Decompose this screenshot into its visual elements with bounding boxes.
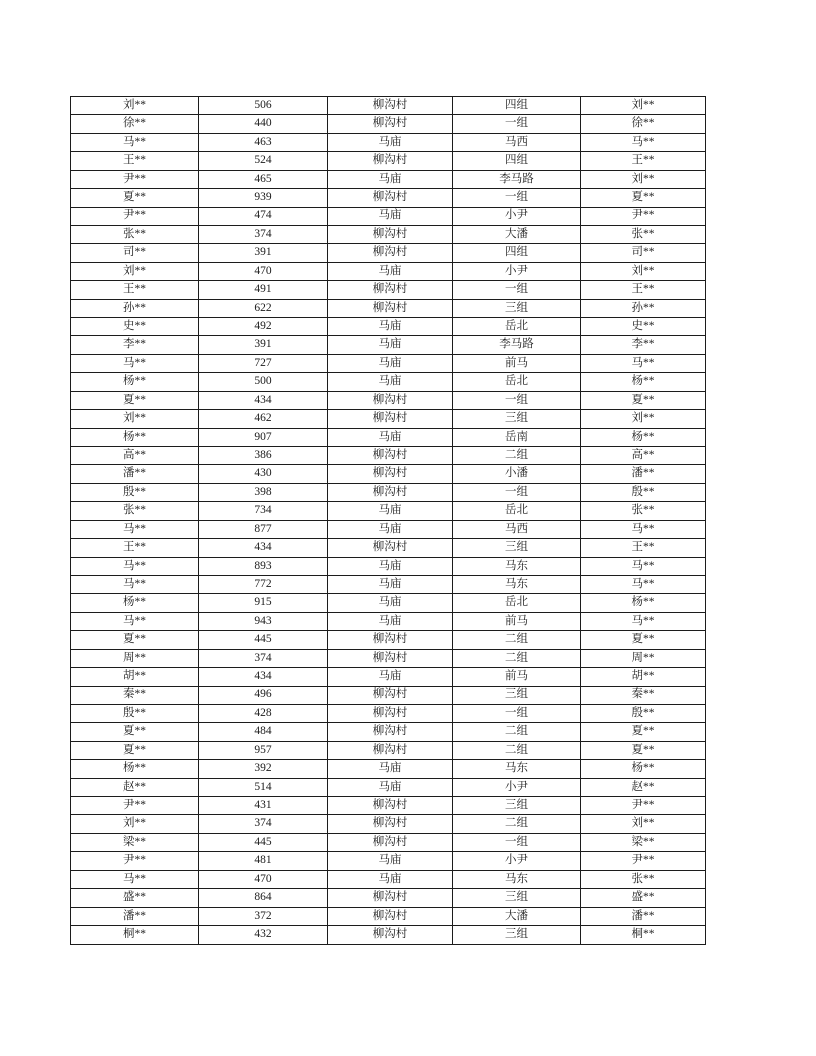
cell-village: 柳沟村 bbox=[328, 225, 453, 243]
table-row bbox=[71, 115, 706, 133]
table-row bbox=[71, 299, 706, 317]
cell-masked-name: 殷** bbox=[71, 704, 199, 722]
cell-masked-name-2: 司** bbox=[581, 244, 706, 262]
table-row bbox=[71, 704, 706, 722]
cell-masked-name-2: 尹** bbox=[581, 852, 706, 870]
cell-group: 大潘 bbox=[453, 907, 581, 925]
table-row bbox=[71, 428, 706, 446]
cell-number: 462 bbox=[199, 410, 328, 428]
cell-number: 434 bbox=[199, 668, 328, 686]
cell-number: 391 bbox=[199, 244, 328, 262]
cell-village: 柳沟村 bbox=[328, 686, 453, 704]
cell-group: 二组 bbox=[453, 741, 581, 759]
table-row bbox=[71, 483, 706, 501]
table-row bbox=[71, 465, 706, 483]
cell-masked-name: 刘** bbox=[71, 97, 199, 115]
cell-village: 柳沟村 bbox=[328, 97, 453, 115]
cell-village: 马庙 bbox=[328, 778, 453, 796]
cell-group: 李马路 bbox=[453, 170, 581, 188]
cell-number: 374 bbox=[199, 649, 328, 667]
cell-masked-name: 马** bbox=[71, 870, 199, 888]
table-row bbox=[71, 741, 706, 759]
cell-masked-name-2: 桐** bbox=[581, 925, 706, 944]
table-row bbox=[71, 354, 706, 372]
cell-masked-name: 胡** bbox=[71, 668, 199, 686]
cell-masked-name-2: 夏** bbox=[581, 631, 706, 649]
cell-group: 前马 bbox=[453, 354, 581, 372]
cell-village: 柳沟村 bbox=[328, 152, 453, 170]
table-row bbox=[71, 281, 706, 299]
cell-masked-name-2: 李** bbox=[581, 336, 706, 354]
cell-masked-name-2: 马** bbox=[581, 612, 706, 630]
table-row bbox=[71, 760, 706, 778]
cell-group: 岳北 bbox=[453, 594, 581, 612]
cell-number: 430 bbox=[199, 465, 328, 483]
records-table-body bbox=[71, 97, 706, 945]
cell-group: 一组 bbox=[453, 391, 581, 409]
cell-village: 柳沟村 bbox=[328, 723, 453, 741]
cell-masked-name-2: 马** bbox=[581, 133, 706, 151]
table-row bbox=[71, 539, 706, 557]
cell-number: 864 bbox=[199, 889, 328, 907]
cell-masked-name: 夏** bbox=[71, 631, 199, 649]
cell-group: 二组 bbox=[453, 447, 581, 465]
cell-masked-name: 殷** bbox=[71, 483, 199, 501]
cell-masked-name-2: 王** bbox=[581, 281, 706, 299]
table-row bbox=[71, 373, 706, 391]
cell-village: 马庙 bbox=[328, 207, 453, 225]
table-row bbox=[71, 133, 706, 151]
cell-masked-name: 马** bbox=[71, 354, 199, 372]
cell-number: 391 bbox=[199, 336, 328, 354]
cell-masked-name-2: 夏** bbox=[581, 391, 706, 409]
cell-number: 372 bbox=[199, 907, 328, 925]
cell-number: 727 bbox=[199, 354, 328, 372]
cell-number: 943 bbox=[199, 612, 328, 630]
cell-number: 386 bbox=[199, 447, 328, 465]
cell-masked-name: 刘** bbox=[71, 410, 199, 428]
cell-number: 392 bbox=[199, 760, 328, 778]
cell-group: 小尹 bbox=[453, 852, 581, 870]
cell-masked-name-2: 杨** bbox=[581, 428, 706, 446]
cell-group: 一组 bbox=[453, 189, 581, 207]
cell-masked-name: 高** bbox=[71, 447, 199, 465]
cell-group: 二组 bbox=[453, 723, 581, 741]
table-row bbox=[71, 907, 706, 925]
cell-masked-name-2: 杨** bbox=[581, 594, 706, 612]
cell-masked-name-2: 马** bbox=[581, 520, 706, 538]
cell-number: 481 bbox=[199, 852, 328, 870]
cell-masked-name-2: 高** bbox=[581, 447, 706, 465]
cell-masked-name: 尹** bbox=[71, 852, 199, 870]
cell-group: 二组 bbox=[453, 631, 581, 649]
table-row bbox=[71, 410, 706, 428]
cell-village: 马庙 bbox=[328, 557, 453, 575]
cell-group: 三组 bbox=[453, 539, 581, 557]
cell-group: 一组 bbox=[453, 833, 581, 851]
cell-group: 前马 bbox=[453, 612, 581, 630]
cell-group: 马西 bbox=[453, 520, 581, 538]
cell-number: 915 bbox=[199, 594, 328, 612]
cell-group: 马东 bbox=[453, 557, 581, 575]
cell-masked-name: 马** bbox=[71, 557, 199, 575]
table-row bbox=[71, 520, 706, 538]
cell-number: 500 bbox=[199, 373, 328, 391]
cell-village: 马庙 bbox=[328, 575, 453, 593]
cell-group: 小尹 bbox=[453, 778, 581, 796]
cell-number: 374 bbox=[199, 815, 328, 833]
table-row bbox=[71, 815, 706, 833]
cell-masked-name: 桐** bbox=[71, 925, 199, 944]
cell-group: 一组 bbox=[453, 704, 581, 722]
cell-masked-name-2: 张** bbox=[581, 502, 706, 520]
cell-masked-name-2: 刘** bbox=[581, 97, 706, 115]
table-row bbox=[71, 557, 706, 575]
table-row bbox=[71, 170, 706, 188]
cell-group: 小尹 bbox=[453, 262, 581, 280]
cell-number: 524 bbox=[199, 152, 328, 170]
table-row bbox=[71, 870, 706, 888]
cell-masked-name: 赵** bbox=[71, 778, 199, 796]
cell-masked-name: 潘** bbox=[71, 907, 199, 925]
table-row bbox=[71, 225, 706, 243]
cell-masked-name: 秦** bbox=[71, 686, 199, 704]
cell-masked-name-2: 马** bbox=[581, 557, 706, 575]
cell-village: 马庙 bbox=[328, 852, 453, 870]
cell-masked-name-2: 马** bbox=[581, 354, 706, 372]
table-row bbox=[71, 852, 706, 870]
cell-group: 岳北 bbox=[453, 373, 581, 391]
table-row bbox=[71, 778, 706, 796]
cell-number: 939 bbox=[199, 189, 328, 207]
table-row bbox=[71, 152, 706, 170]
cell-group: 岳北 bbox=[453, 318, 581, 336]
cell-masked-name: 王** bbox=[71, 539, 199, 557]
cell-masked-name: 潘** bbox=[71, 465, 199, 483]
table-row bbox=[71, 925, 706, 944]
cell-number: 432 bbox=[199, 925, 328, 944]
table-row bbox=[71, 318, 706, 336]
cell-number: 772 bbox=[199, 575, 328, 593]
cell-masked-name: 马** bbox=[71, 575, 199, 593]
cell-group: 前马 bbox=[453, 668, 581, 686]
cell-masked-name: 李** bbox=[71, 336, 199, 354]
cell-masked-name-2: 盛** bbox=[581, 889, 706, 907]
cell-village: 柳沟村 bbox=[328, 797, 453, 815]
cell-group: 一组 bbox=[453, 483, 581, 501]
table-row bbox=[71, 686, 706, 704]
cell-village: 马庙 bbox=[328, 428, 453, 446]
cell-masked-name: 尹** bbox=[71, 207, 199, 225]
cell-number: 491 bbox=[199, 281, 328, 299]
cell-masked-name: 刘** bbox=[71, 262, 199, 280]
cell-masked-name: 马** bbox=[71, 612, 199, 630]
cell-group: 二组 bbox=[453, 649, 581, 667]
cell-village: 马庙 bbox=[328, 354, 453, 372]
cell-masked-name-2: 尹** bbox=[581, 207, 706, 225]
cell-number: 374 bbox=[199, 225, 328, 243]
cell-number: 428 bbox=[199, 704, 328, 722]
cell-masked-name-2: 潘** bbox=[581, 465, 706, 483]
cell-village: 柳沟村 bbox=[328, 704, 453, 722]
cell-masked-name-2: 张** bbox=[581, 225, 706, 243]
cell-group: 三组 bbox=[453, 299, 581, 317]
cell-number: 474 bbox=[199, 207, 328, 225]
cell-masked-name: 司** bbox=[71, 244, 199, 262]
cell-village: 马庙 bbox=[328, 520, 453, 538]
cell-masked-name-2: 刘** bbox=[581, 410, 706, 428]
cell-masked-name-2: 殷** bbox=[581, 704, 706, 722]
cell-masked-name-2: 胡** bbox=[581, 668, 706, 686]
cell-masked-name: 夏** bbox=[71, 723, 199, 741]
cell-masked-name-2: 史** bbox=[581, 318, 706, 336]
cell-village: 柳沟村 bbox=[328, 907, 453, 925]
cell-masked-name-2: 徐** bbox=[581, 115, 706, 133]
cell-group: 三组 bbox=[453, 686, 581, 704]
cell-masked-name-2: 王** bbox=[581, 539, 706, 557]
cell-group: 李马路 bbox=[453, 336, 581, 354]
cell-group: 三组 bbox=[453, 889, 581, 907]
cell-village: 柳沟村 bbox=[328, 649, 453, 667]
table-row bbox=[71, 262, 706, 280]
cell-village: 柳沟村 bbox=[328, 631, 453, 649]
cell-number: 514 bbox=[199, 778, 328, 796]
cell-village: 马庙 bbox=[328, 262, 453, 280]
cell-group: 马东 bbox=[453, 870, 581, 888]
cell-masked-name-2: 夏** bbox=[581, 189, 706, 207]
table-row bbox=[71, 391, 706, 409]
cell-group: 三组 bbox=[453, 410, 581, 428]
cell-group: 马东 bbox=[453, 575, 581, 593]
cell-masked-name: 夏** bbox=[71, 391, 199, 409]
cell-masked-name-2: 刘** bbox=[581, 170, 706, 188]
table-row bbox=[71, 631, 706, 649]
cell-group: 三组 bbox=[453, 925, 581, 944]
cell-village: 马庙 bbox=[328, 594, 453, 612]
cell-group: 马西 bbox=[453, 133, 581, 151]
records-table bbox=[70, 96, 706, 945]
cell-masked-name: 王** bbox=[71, 152, 199, 170]
cell-masked-name: 马** bbox=[71, 520, 199, 538]
table-row bbox=[71, 189, 706, 207]
cell-village: 柳沟村 bbox=[328, 189, 453, 207]
cell-masked-name: 史** bbox=[71, 318, 199, 336]
cell-masked-name: 马** bbox=[71, 133, 199, 151]
table-row bbox=[71, 502, 706, 520]
cell-number: 492 bbox=[199, 318, 328, 336]
cell-masked-name: 张** bbox=[71, 502, 199, 520]
cell-masked-name: 夏** bbox=[71, 189, 199, 207]
cell-masked-name: 杨** bbox=[71, 373, 199, 391]
table-row bbox=[71, 97, 706, 115]
cell-number: 622 bbox=[199, 299, 328, 317]
table-row bbox=[71, 336, 706, 354]
cell-village: 柳沟村 bbox=[328, 833, 453, 851]
cell-village: 柳沟村 bbox=[328, 391, 453, 409]
cell-group: 二组 bbox=[453, 815, 581, 833]
table-row bbox=[71, 797, 706, 815]
cell-village: 柳沟村 bbox=[328, 539, 453, 557]
cell-masked-name: 尹** bbox=[71, 797, 199, 815]
cell-village: 柳沟村 bbox=[328, 925, 453, 944]
cell-village: 马庙 bbox=[328, 760, 453, 778]
cell-number: 907 bbox=[199, 428, 328, 446]
cell-masked-name: 杨** bbox=[71, 594, 199, 612]
cell-village: 马庙 bbox=[328, 133, 453, 151]
cell-group: 四组 bbox=[453, 97, 581, 115]
table-row bbox=[71, 723, 706, 741]
cell-village: 柳沟村 bbox=[328, 410, 453, 428]
cell-masked-name: 夏** bbox=[71, 741, 199, 759]
cell-masked-name-2: 刘** bbox=[581, 815, 706, 833]
cell-village: 马庙 bbox=[328, 612, 453, 630]
cell-village: 马庙 bbox=[328, 170, 453, 188]
cell-masked-name-2: 杨** bbox=[581, 760, 706, 778]
cell-group: 四组 bbox=[453, 152, 581, 170]
table-row bbox=[71, 649, 706, 667]
cell-number: 445 bbox=[199, 833, 328, 851]
cell-masked-name-2: 周** bbox=[581, 649, 706, 667]
table-row bbox=[71, 244, 706, 262]
cell-number: 734 bbox=[199, 502, 328, 520]
cell-village: 马庙 bbox=[328, 502, 453, 520]
cell-number: 496 bbox=[199, 686, 328, 704]
cell-number: 470 bbox=[199, 262, 328, 280]
cell-masked-name: 盛** bbox=[71, 889, 199, 907]
cell-number: 434 bbox=[199, 391, 328, 409]
table-row bbox=[71, 612, 706, 630]
cell-village: 马庙 bbox=[328, 336, 453, 354]
cell-masked-name-2: 梁** bbox=[581, 833, 706, 851]
cell-village: 柳沟村 bbox=[328, 281, 453, 299]
cell-masked-name: 王** bbox=[71, 281, 199, 299]
cell-group: 一组 bbox=[453, 115, 581, 133]
cell-village: 柳沟村 bbox=[328, 115, 453, 133]
table-row bbox=[71, 575, 706, 593]
cell-masked-name-2: 夏** bbox=[581, 741, 706, 759]
cell-number: 470 bbox=[199, 870, 328, 888]
cell-group: 岳南 bbox=[453, 428, 581, 446]
cell-number: 877 bbox=[199, 520, 328, 538]
cell-group: 大潘 bbox=[453, 225, 581, 243]
cell-village: 柳沟村 bbox=[328, 299, 453, 317]
cell-village: 柳沟村 bbox=[328, 741, 453, 759]
cell-group: 一组 bbox=[453, 281, 581, 299]
cell-village: 柳沟村 bbox=[328, 465, 453, 483]
cell-masked-name: 徐** bbox=[71, 115, 199, 133]
cell-masked-name: 尹** bbox=[71, 170, 199, 188]
cell-masked-name: 周** bbox=[71, 649, 199, 667]
cell-masked-name-2: 杨** bbox=[581, 373, 706, 391]
cell-number: 484 bbox=[199, 723, 328, 741]
cell-masked-name: 梁** bbox=[71, 833, 199, 851]
cell-group: 四组 bbox=[453, 244, 581, 262]
table-row bbox=[71, 889, 706, 907]
cell-masked-name-2: 夏** bbox=[581, 723, 706, 741]
cell-masked-name-2: 张** bbox=[581, 870, 706, 888]
cell-village: 柳沟村 bbox=[328, 483, 453, 501]
cell-village: 马庙 bbox=[328, 870, 453, 888]
cell-masked-name-2: 秦** bbox=[581, 686, 706, 704]
cell-masked-name: 孙** bbox=[71, 299, 199, 317]
cell-number: 506 bbox=[199, 97, 328, 115]
cell-masked-name-2: 马** bbox=[581, 575, 706, 593]
cell-number: 893 bbox=[199, 557, 328, 575]
cell-masked-name-2: 尹** bbox=[581, 797, 706, 815]
cell-number: 440 bbox=[199, 115, 328, 133]
cell-group: 岳北 bbox=[453, 502, 581, 520]
cell-masked-name-2: 殷** bbox=[581, 483, 706, 501]
cell-group: 小潘 bbox=[453, 465, 581, 483]
cell-village: 马庙 bbox=[328, 318, 453, 336]
table-row bbox=[71, 594, 706, 612]
cell-masked-name-2: 王** bbox=[581, 152, 706, 170]
cell-village: 马庙 bbox=[328, 668, 453, 686]
cell-group: 马东 bbox=[453, 760, 581, 778]
cell-number: 463 bbox=[199, 133, 328, 151]
cell-masked-name: 杨** bbox=[71, 428, 199, 446]
cell-masked-name-2: 刘** bbox=[581, 262, 706, 280]
cell-village: 柳沟村 bbox=[328, 889, 453, 907]
table-row bbox=[71, 207, 706, 225]
cell-number: 445 bbox=[199, 631, 328, 649]
cell-number: 465 bbox=[199, 170, 328, 188]
cell-number: 431 bbox=[199, 797, 328, 815]
cell-village: 柳沟村 bbox=[328, 447, 453, 465]
cell-masked-name: 杨** bbox=[71, 760, 199, 778]
cell-village: 柳沟村 bbox=[328, 244, 453, 262]
table-row bbox=[71, 833, 706, 851]
cell-group: 三组 bbox=[453, 797, 581, 815]
cell-masked-name: 张** bbox=[71, 225, 199, 243]
cell-number: 434 bbox=[199, 539, 328, 557]
table-row bbox=[71, 668, 706, 686]
cell-village: 柳沟村 bbox=[328, 815, 453, 833]
cell-masked-name-2: 潘** bbox=[581, 907, 706, 925]
cell-masked-name-2: 赵** bbox=[581, 778, 706, 796]
cell-masked-name: 刘** bbox=[71, 815, 199, 833]
cell-number: 398 bbox=[199, 483, 328, 501]
table-row bbox=[71, 447, 706, 465]
cell-number: 957 bbox=[199, 741, 328, 759]
cell-village: 马庙 bbox=[328, 373, 453, 391]
cell-masked-name-2: 孙** bbox=[581, 299, 706, 317]
cell-group: 小尹 bbox=[453, 207, 581, 225]
